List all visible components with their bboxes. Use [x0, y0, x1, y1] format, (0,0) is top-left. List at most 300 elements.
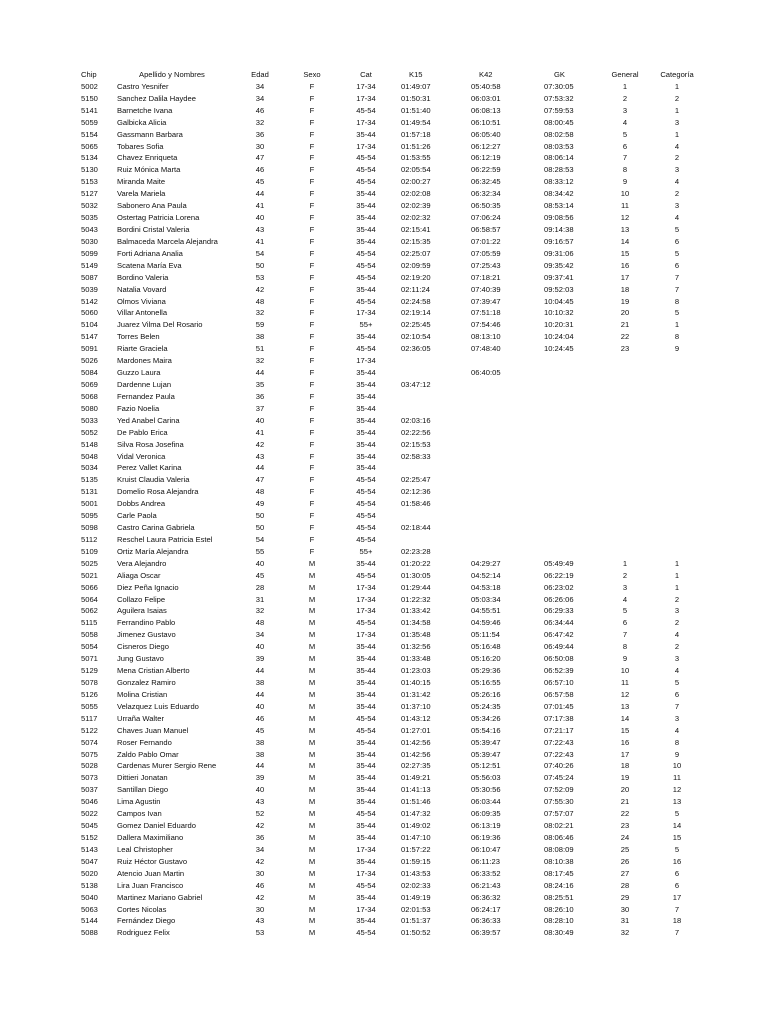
cell-gk: 07:55:30	[544, 797, 574, 807]
cell-categoria: 8	[674, 332, 680, 342]
cell-general: 31	[620, 916, 630, 926]
cell-name: Silva Rosa Josefina	[117, 439, 184, 449]
cell-edad: 53	[255, 928, 265, 938]
cell-cat: 17-34	[356, 868, 376, 878]
cell-name: Torres Belen	[117, 332, 160, 342]
table-row	[0, 927, 768, 939]
cell-sexo: M	[308, 821, 316, 831]
cell-cat: 35-44	[356, 821, 376, 831]
cell-categoria: 4	[674, 630, 680, 640]
cell-edad: 36	[255, 129, 265, 139]
cell-k42: 07:05:59	[471, 248, 501, 258]
cell-cat: 45-54	[356, 809, 376, 819]
cell-k15: 02:02:39	[401, 201, 431, 211]
cell-edad: 42	[255, 856, 265, 866]
cell-gk: 07:40:26	[544, 761, 574, 771]
cell-k15: 02:58:33	[401, 451, 431, 461]
table-row	[0, 522, 768, 534]
cell-k15: 02:25:47	[401, 475, 431, 485]
cell-name: Lima Agustin	[117, 797, 161, 807]
cell-cat: 35-44	[356, 797, 376, 807]
cell-cat: 35-44	[356, 427, 376, 437]
cell-name: Chaves Juan Manuel	[117, 725, 189, 735]
cell-k15: 02:15:41	[401, 224, 431, 234]
cell-chip: 5058	[81, 630, 98, 640]
cell-name: Gonzalez Ramiro	[117, 678, 176, 688]
cell-edad: 34	[255, 93, 265, 103]
cell-edad: 46	[255, 165, 265, 175]
cell-categoria: 6	[674, 868, 680, 878]
cell-k42: 06:12:27	[471, 141, 501, 151]
cell-k42: 07:06:24	[471, 213, 501, 223]
cell-sexo: M	[308, 856, 316, 866]
cell-chip: 5084	[81, 368, 98, 378]
cell-k15: 01:35:48	[401, 630, 431, 640]
table-row	[0, 176, 768, 188]
cell-cat: 35-44	[356, 332, 376, 342]
cell-chip: 5020	[81, 868, 98, 878]
cell-sexo: F	[309, 260, 315, 270]
cell-general: 7	[622, 153, 628, 163]
cell-chip: 5075	[81, 749, 98, 759]
cell-k42: 07:51:18	[471, 308, 501, 318]
cell-name: Vera Alejandro	[117, 558, 167, 568]
cell-categoria: 17	[672, 892, 682, 902]
cell-chip: 5037	[81, 785, 98, 795]
cell-cat: 35-44	[356, 368, 376, 378]
cell-sexo: F	[309, 320, 315, 330]
cell-k15: 01:49:07	[401, 81, 431, 91]
table-row	[0, 737, 768, 749]
cell-k15: 01:58:46	[401, 499, 431, 509]
cell-edad: 46	[255, 105, 265, 115]
cell-categoria: 7	[674, 272, 680, 282]
cell-cat: 45-54	[356, 177, 376, 187]
cell-chip: 5144	[81, 916, 98, 926]
cell-sexo: F	[309, 117, 315, 127]
cell-k42: 07:54:46	[471, 320, 501, 330]
cell-cat: 45-54	[356, 153, 376, 163]
table-row	[0, 260, 768, 272]
header-edad: Edad	[251, 70, 269, 79]
cell-categoria: 1	[674, 105, 680, 115]
cell-chip: 5028	[81, 761, 98, 771]
cell-cat: 45-54	[356, 880, 376, 890]
cell-k15: 01:33:42	[401, 606, 431, 616]
cell-k42: 05:03:34	[471, 594, 501, 604]
cell-general: 15	[620, 725, 630, 735]
cell-cat: 45-54	[356, 511, 376, 521]
cell-k42: 06:32:45	[471, 177, 501, 187]
cell-sexo: M	[308, 904, 316, 914]
cell-cat: 35-44	[356, 213, 376, 223]
cell-sexo: F	[309, 546, 315, 556]
cell-categoria: 1	[674, 570, 680, 580]
cell-edad: 31	[255, 594, 265, 604]
table-row	[0, 784, 768, 796]
cell-chip: 5035	[81, 213, 98, 223]
cell-categoria: 3	[674, 165, 680, 175]
cell-categoria: 4	[674, 666, 680, 676]
cell-categoria: 5	[674, 809, 680, 819]
cell-gk: 09:08:56	[544, 213, 574, 223]
cell-chip: 5147	[81, 332, 98, 342]
cell-name: Bordino Valeria	[117, 272, 169, 282]
cell-name: Scatena María Eva	[117, 260, 182, 270]
cell-sexo: F	[309, 487, 315, 497]
cell-chip: 5154	[81, 129, 98, 139]
cell-name: Cisneros Diego	[117, 642, 169, 652]
table-row	[0, 760, 768, 772]
cell-chip: 5026	[81, 356, 98, 366]
cell-name: Tobares Sofia	[117, 141, 164, 151]
cell-k15: 02:19:20	[401, 272, 431, 282]
cell-k15: 02:24:58	[401, 296, 431, 306]
cell-k15: 02:02:32	[401, 213, 431, 223]
cell-categoria: 12	[672, 785, 682, 795]
cell-k42: 06:50:35	[471, 201, 501, 211]
cell-edad: 44	[255, 189, 265, 199]
cell-gk: 06:26:06	[544, 594, 574, 604]
cell-sexo: M	[308, 880, 316, 890]
table-row	[0, 105, 768, 117]
cell-k15: 02:18:44	[401, 523, 431, 533]
cell-k15: 01:51:46	[401, 797, 431, 807]
cell-chip: 5122	[81, 725, 98, 735]
table-row	[0, 749, 768, 761]
cell-chip: 5052	[81, 427, 98, 437]
cell-cat: 35-44	[356, 558, 376, 568]
cell-sexo: F	[309, 201, 315, 211]
table-row	[0, 617, 768, 629]
cell-sexo: F	[309, 403, 315, 413]
cell-cat: 55+	[359, 546, 373, 556]
cell-chip: 5068	[81, 391, 98, 401]
cell-cat: 35-44	[356, 916, 376, 926]
header-k42: K42	[479, 70, 493, 79]
cell-chip: 5112	[81, 534, 98, 544]
cell-general: 30	[620, 904, 630, 914]
cell-chip: 5064	[81, 594, 98, 604]
cell-gk: 06:52:39	[544, 666, 574, 676]
cell-sexo: M	[308, 785, 316, 795]
cell-categoria: 11	[673, 773, 681, 783]
cell-sexo: M	[308, 809, 316, 819]
cell-gk: 08:03:53	[544, 141, 574, 151]
cell-cat: 45-54	[356, 105, 376, 115]
table-row	[0, 284, 768, 296]
cell-name: Atencio Juan Martin	[117, 868, 185, 878]
cell-name: Riarte Graciela	[117, 344, 168, 354]
cell-name: Villar Antonella	[117, 308, 168, 318]
cell-gk: 08:08:09	[544, 844, 574, 854]
cell-categoria: 5	[674, 248, 680, 258]
cell-sexo: F	[309, 81, 315, 91]
cell-sexo: M	[308, 642, 316, 652]
cell-gk: 07:22:43	[544, 737, 574, 747]
table-row	[0, 558, 768, 570]
cell-categoria: 4	[674, 213, 680, 223]
cell-sexo: F	[309, 439, 315, 449]
cell-sexo: F	[309, 236, 315, 246]
cell-k15: 01:20:22	[401, 558, 431, 568]
cell-k42: 06:09:35	[471, 809, 501, 819]
cell-k42: 04:55:51	[471, 606, 501, 616]
cell-k15: 02:15:35	[401, 236, 431, 246]
cell-name: Mena Cristian Alberto	[117, 666, 190, 676]
cell-sexo: F	[309, 213, 315, 223]
cell-edad: 38	[255, 678, 265, 688]
cell-k42: 08:13:10	[471, 332, 501, 342]
cell-k42: 06:03:01	[471, 93, 501, 103]
cell-cat: 35-44	[356, 236, 376, 246]
cell-name: Dobbs Andrea	[117, 499, 166, 509]
cell-sexo: F	[309, 129, 315, 139]
cell-chip: 5091	[81, 344, 98, 354]
cell-general: 11	[621, 201, 629, 211]
cell-cat: 17-34	[356, 308, 376, 318]
cell-sexo: M	[308, 582, 316, 592]
cell-k42: 04:29:27	[471, 558, 501, 568]
cell-cat: 45-54	[356, 475, 376, 485]
cell-k15: 02:23:28	[401, 546, 431, 556]
cell-cat: 45-54	[356, 487, 376, 497]
cell-chip: 5109	[81, 546, 98, 556]
table-row	[0, 200, 768, 212]
cell-gk: 08:00:45	[544, 117, 574, 127]
cell-general: 5	[622, 129, 628, 139]
cell-cat: 35-44	[356, 379, 376, 389]
cell-k15: 02:25:45	[401, 320, 431, 330]
cell-cat: 45-54	[356, 570, 376, 580]
cell-chip: 5148	[81, 439, 98, 449]
cell-k15: 02:15:53	[401, 439, 431, 449]
cell-k15: 02:25:07	[401, 248, 431, 258]
cell-categoria: 5	[674, 308, 680, 318]
cell-k42: 06:39:57	[471, 928, 501, 938]
cell-k42: 07:01:22	[471, 236, 501, 246]
cell-edad: 53	[255, 272, 265, 282]
cell-edad: 32	[255, 308, 265, 318]
cell-edad: 59	[255, 320, 265, 330]
cell-categoria: 3	[674, 201, 680, 211]
cell-general: 10	[620, 666, 630, 676]
cell-chip: 5045	[81, 821, 98, 831]
cell-sexo: F	[309, 105, 315, 115]
cell-edad: 43	[255, 451, 265, 461]
cell-k15: 01:32:56	[401, 642, 431, 652]
cell-chip: 5141	[81, 105, 98, 115]
cell-general: 6	[622, 618, 628, 628]
cell-general: 17	[620, 272, 630, 282]
table-row	[0, 355, 768, 367]
cell-general: 22	[620, 809, 630, 819]
cell-cat: 35-44	[356, 892, 376, 902]
cell-chip: 5150	[81, 93, 98, 103]
cell-general: 16	[620, 260, 630, 270]
cell-cat: 35-44	[356, 737, 376, 747]
cell-edad: 44	[255, 689, 265, 699]
table-row	[0, 474, 768, 486]
cell-k15: 01:57:22	[401, 844, 431, 854]
table-row	[0, 486, 768, 498]
table-row	[0, 594, 768, 606]
cell-edad: 46	[255, 713, 265, 723]
cell-sexo: M	[308, 594, 316, 604]
cell-sexo: F	[309, 93, 315, 103]
cell-k42: 05:39:47	[471, 737, 501, 747]
cell-k15: 01:49:02	[401, 821, 431, 831]
cell-edad: 34	[255, 81, 265, 91]
cell-chip: 5002	[81, 81, 98, 91]
cell-sexo: M	[308, 606, 316, 616]
cell-chip: 5060	[81, 308, 98, 318]
cell-categoria: 10	[672, 761, 682, 771]
header-k15: K15	[409, 70, 423, 79]
cell-cat: 45-54	[356, 713, 376, 723]
cell-chip: 5080	[81, 403, 98, 413]
cell-gk: 07:30:05	[544, 81, 574, 91]
table-row	[0, 296, 768, 308]
table-row	[0, 307, 768, 319]
cell-edad: 45	[255, 725, 265, 735]
cell-name: Sanchez Dalila Haydee	[117, 93, 196, 103]
cell-chip: 5046	[81, 797, 98, 807]
cell-sexo: F	[309, 284, 315, 294]
cell-cat: 35-44	[356, 201, 376, 211]
cell-name: De Pablo Erica	[117, 427, 168, 437]
header-gk: GK	[554, 70, 565, 79]
cell-k15: 02:00:27	[401, 177, 431, 187]
cell-k42: 06:36:32	[471, 892, 501, 902]
cell-edad: 51	[255, 344, 265, 354]
cell-name: Mardones Maira	[117, 356, 172, 366]
cell-sexo: F	[309, 427, 315, 437]
cell-edad: 34	[255, 844, 265, 854]
cell-k15: 01:43:53	[401, 868, 431, 878]
cell-name: Rodriguez Felix	[117, 928, 170, 938]
cell-categoria: 9	[674, 344, 680, 354]
cell-general: 23	[620, 821, 630, 831]
cell-k15: 03:47:12	[401, 379, 431, 389]
cell-edad: 32	[255, 606, 265, 616]
table-row	[0, 772, 768, 784]
cell-name: Forti Adriana Analia	[117, 248, 183, 258]
cell-categoria: 15	[672, 833, 682, 842]
cell-k42: 05:56:03	[471, 773, 501, 783]
cell-general: 14	[620, 236, 630, 246]
cell-chip: 5074	[81, 737, 98, 747]
cell-sexo: M	[308, 713, 316, 723]
table-row	[0, 212, 768, 224]
cell-general: 2	[622, 570, 628, 580]
cell-categoria: 18	[672, 916, 682, 926]
cell-edad: 54	[255, 534, 265, 544]
cell-cat: 45-54	[356, 296, 376, 306]
cell-chip: 5065	[81, 141, 98, 151]
cell-name: Natalia Vovard	[117, 284, 167, 294]
cell-edad: 45	[255, 177, 265, 187]
table-row	[0, 534, 768, 546]
cell-chip: 5062	[81, 606, 98, 616]
table-row	[0, 117, 768, 129]
cell-sexo: M	[308, 558, 316, 568]
cell-k42: 07:39:47	[471, 296, 501, 306]
cell-chip: 5134	[81, 153, 98, 163]
cell-chip: 5001	[81, 499, 98, 509]
cell-k42: 05:24:35	[471, 701, 501, 711]
cell-chip: 5130	[81, 165, 98, 175]
cell-k15: 02:01:53	[401, 904, 431, 914]
cell-chip: 5043	[81, 224, 98, 234]
table-row	[0, 379, 768, 391]
cell-sexo: M	[308, 773, 316, 783]
header-name: Apellido y Nombres	[139, 70, 205, 79]
cell-sexo: M	[308, 761, 316, 771]
table-body	[0, 81, 768, 939]
cell-k42: 07:18:21	[471, 272, 501, 282]
cell-sexo: F	[309, 511, 315, 521]
cell-general: 28	[620, 880, 630, 890]
cell-edad: 54	[255, 248, 265, 258]
cell-general: 6	[622, 141, 628, 151]
cell-k15: 01:33:48	[401, 654, 431, 664]
cell-general: 25	[620, 844, 630, 854]
table-row	[0, 832, 768, 844]
cell-edad: 41	[255, 427, 265, 437]
table-row	[0, 582, 768, 594]
cell-edad: 44	[255, 761, 265, 771]
cell-k15: 01:22:32	[401, 594, 431, 604]
cell-name: Ostertag Patricia Lorena	[117, 213, 200, 223]
table-row	[0, 331, 768, 343]
cell-general: 3	[622, 582, 628, 592]
cell-k15: 01:47:10	[401, 833, 431, 842]
cell-general: 13	[620, 701, 630, 711]
cell-cat: 17-34	[356, 630, 376, 640]
cell-chip: 5117	[81, 713, 98, 723]
cell-name: Domelio Rosa Alejandra	[117, 487, 199, 497]
table-row	[0, 236, 768, 248]
cell-edad: 41	[255, 201, 265, 211]
cell-name: Dardenne Lujan	[117, 379, 172, 389]
cell-k15: 01:41:13	[401, 785, 431, 795]
cell-general: 16	[620, 737, 630, 747]
cell-gk: 08:02:21	[544, 821, 574, 831]
cell-chip: 5149	[81, 260, 98, 270]
cell-gk: 07:01:45	[544, 701, 574, 711]
cell-name: Kruist Claudia Valeria	[117, 475, 190, 485]
cell-chip: 5127	[81, 189, 98, 199]
cell-k42: 07:40:39	[471, 284, 501, 294]
cell-sexo: F	[309, 308, 315, 318]
cell-chip: 5073	[81, 773, 98, 783]
cell-cat: 35-44	[356, 463, 376, 473]
cell-name: Velazquez Luis Eduardo	[117, 701, 199, 711]
cell-k42: 05:54:16	[471, 725, 501, 735]
cell-name: Castro Carina Gabriela	[117, 523, 195, 533]
cell-gk: 10:10:32	[544, 308, 574, 318]
cell-chip: 5099	[81, 248, 98, 258]
cell-chip: 5129	[81, 666, 98, 676]
cell-gk: 08:17:45	[544, 868, 574, 878]
cell-edad: 44	[255, 368, 265, 378]
cell-chip: 5048	[81, 451, 98, 461]
cell-cat: 35-44	[356, 761, 376, 771]
cell-categoria: 14	[672, 821, 682, 831]
cell-k42: 06:10:51	[471, 117, 501, 127]
cell-sexo: F	[309, 368, 315, 378]
